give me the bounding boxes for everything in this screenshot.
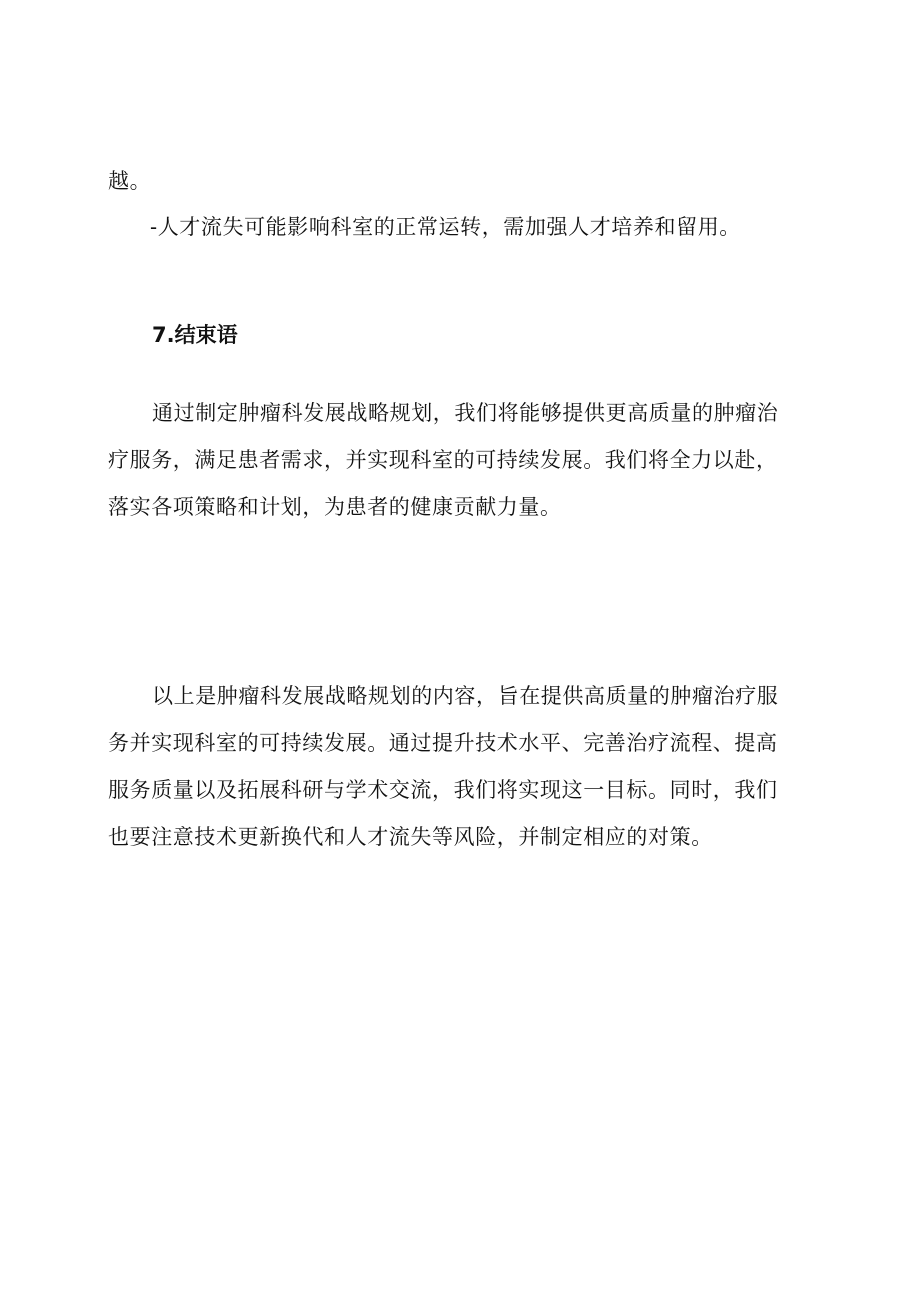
paragraph-line: 也要注意技术更新换代和人才流失等风险，并制定相应的对策。 <box>108 825 713 849</box>
risk-bullet-line: -人才流失可能影响科室的正常运转，需加强人才培养和留用。 <box>150 215 741 239</box>
paragraph-line: 务并实现科室的可持续发展。通过提升技术水平、完善治疗流程、提高 <box>108 731 778 755</box>
paragraph-line: 服务质量以及拓展科研与学术交流，我们将实现这一目标。同时，我们 <box>108 778 778 802</box>
continued-text-fragment: 越。 <box>108 169 152 193</box>
paragraph-line: 疗服务，满足患者需求，并实现科室的可持续发展。我们将全力以赴， <box>108 448 778 472</box>
closing-paragraph <box>108 398 828 539</box>
paragraph-line: 以上是肿瘤科发展战略规划的内容，旨在提供高质量的肿瘤治疗服 <box>152 684 779 708</box>
summary-paragraph <box>108 681 828 869</box>
section-heading: 7.结束语 <box>152 323 238 347</box>
paragraph-line: 通过制定肿瘤科发展战略规划，我们将能够提供更高质量的肿瘤治 <box>152 401 779 425</box>
paragraph-line: 落实各项策略和计划，为患者的健康贡献力量。 <box>108 495 562 519</box>
